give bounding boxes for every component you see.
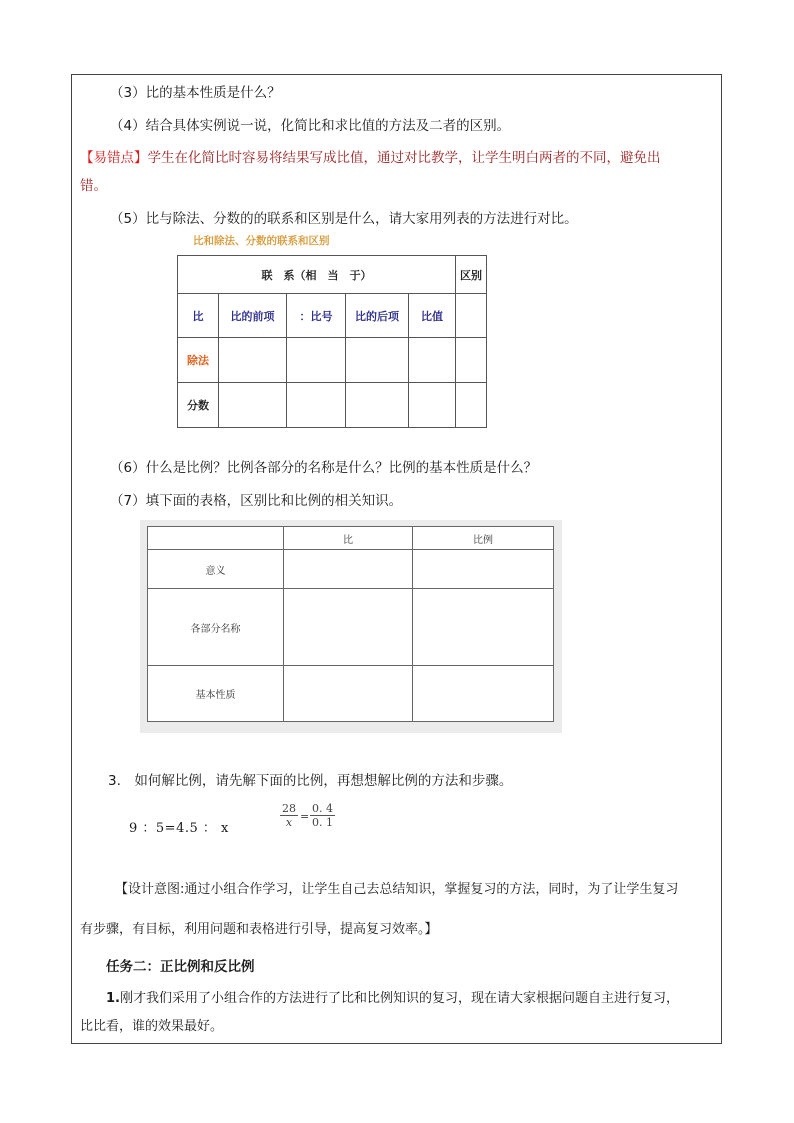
- table1-header-diff: 区别: [456, 256, 487, 294]
- table-row: [148, 589, 554, 666]
- table-row: [178, 383, 487, 428]
- equation-1: 9 ：5=4.5 ： x: [129, 821, 229, 836]
- cell: 比的前项: [219, 294, 287, 338]
- cell: [284, 666, 413, 722]
- cell: [219, 338, 287, 383]
- cell: [346, 338, 409, 383]
- fraction-left-numerator: 28: [282, 802, 296, 815]
- table-row: [148, 666, 554, 722]
- equals-sign: =: [300, 810, 310, 823]
- row-label-bi: 比: [178, 294, 219, 338]
- cell: [287, 383, 346, 428]
- cell: [413, 589, 554, 666]
- cell: [456, 383, 487, 428]
- cell: [409, 338, 456, 383]
- table-row: [148, 550, 554, 589]
- cell: [456, 338, 487, 383]
- fraction-left: [280, 802, 298, 829]
- warning-line-2: 错。: [80, 178, 107, 194]
- task2-item1-text-1: 刚才我们采用了小组合作的方法进行了比和比例知识的复习，现在请大家根据问题自主进行复习，: [119, 991, 679, 1006]
- table-row: [178, 338, 487, 383]
- question-3: （3）比的基本性质是什么？: [110, 85, 281, 101]
- task2-title: 任务二：正比例和反比例: [106, 959, 255, 975]
- cell: [284, 550, 413, 589]
- table1-header-relation: 联 系（相 当 于）: [178, 256, 456, 294]
- fraction-right-numerator: 0. 4: [312, 802, 333, 815]
- question-6: （6）什么是比例？比例各部分的名称是什么？比例的基本性质是什么？: [110, 460, 538, 476]
- task2-item1-line-2: 比比看，谁的效果最好。: [80, 1019, 224, 1034]
- design-intent-line-2: 有步骤，有目标，利用问题和表格进行引导，提高复习效率。】: [80, 922, 438, 937]
- task2-item1-number: 1.: [106, 991, 120, 1006]
- row-label-division: 除法: [178, 338, 219, 383]
- comparison-table: [177, 255, 487, 428]
- fraction-right-denominator: 0. 1: [312, 816, 333, 829]
- cell: [287, 338, 346, 383]
- table2-header-proportion: 比例: [413, 527, 554, 550]
- warning-label: 【易错点】: [80, 150, 148, 166]
- cell: [413, 550, 554, 589]
- cell: 比值: [409, 294, 456, 338]
- table2-header-ratio: 比: [284, 527, 413, 550]
- question-7: （7）填下面的表格，区别比和比例的相关知识。: [110, 493, 403, 509]
- table-row: [178, 294, 487, 338]
- ratio-proportion-table: [147, 526, 554, 722]
- cell: [413, 666, 554, 722]
- question-4: （4）结合具体实例说一说，化简比和求比值的方法及二者的区别。: [110, 118, 511, 134]
- fraction-left-denominator: x: [285, 816, 293, 829]
- question-5: （5）比与除法、分数的的联系和区别是什么，请大家用列表的方法进行对比。: [110, 211, 578, 227]
- cell: ：比号: [287, 294, 346, 338]
- cell: [219, 383, 287, 428]
- design-intent-line-1: 【设计意图:通过小组合作学习，让学生自己去总结知识，掌握复习的方法，同时，为了让学生复习: [115, 882, 679, 897]
- table2-header-empty: [148, 527, 284, 550]
- item-3: 3. 如何解比例，请先解下面的比例，再想想解比例的方法和步骤。: [108, 773, 513, 789]
- warning-text-1: 学生在化简比时容易将结果写成比值，通过对比教学，让学生明白两者的不同，避免出: [147, 150, 661, 166]
- row-label-fraction: 分数: [178, 383, 219, 428]
- warning-line-1: [80, 148, 661, 168]
- table1-caption: 比和除法、分数的联系和区别: [193, 235, 330, 247]
- fraction-right: [310, 802, 335, 829]
- task2-item1-line-1: [106, 989, 679, 1009]
- cell: [346, 383, 409, 428]
- cell: 比的后项: [346, 294, 409, 338]
- row-label-part-names: 各部分名称: [148, 589, 284, 666]
- cell: [409, 383, 456, 428]
- cell: [284, 589, 413, 666]
- cell: [456, 294, 487, 338]
- row-label-basic-property: 基本性质: [148, 666, 284, 722]
- row-label-meaning: 意义: [148, 550, 284, 589]
